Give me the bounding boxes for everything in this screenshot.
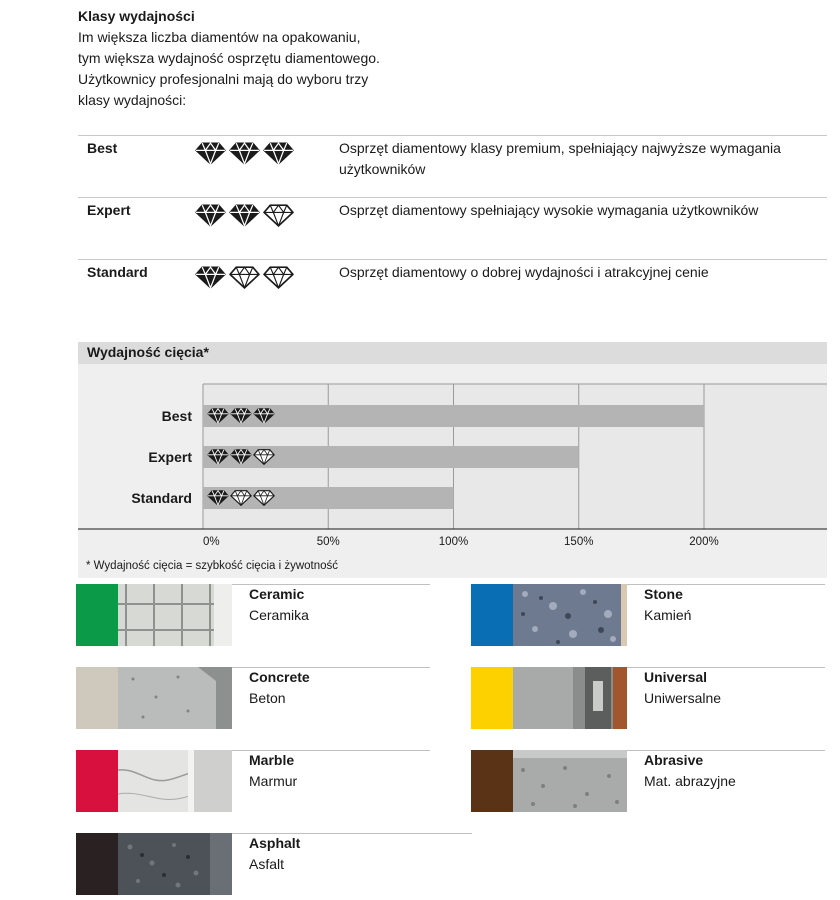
diamond-filled-icon bbox=[229, 204, 260, 227]
diamond-filled-icon bbox=[263, 142, 294, 165]
material-stone bbox=[471, 584, 825, 646]
diamond-filled-icon bbox=[229, 142, 260, 165]
class-description: Osprzęt diamentowy spełniający wysokie wymagania użytkowników bbox=[339, 202, 759, 218]
x-tick-label: 0% bbox=[203, 536, 220, 548]
diamond-outline-icon bbox=[263, 204, 294, 227]
class-description: Osprzęt diamentowy o dobrej wydajności i atrakcyjnej cenie bbox=[339, 264, 709, 280]
material-name-pl: Marmur bbox=[249, 773, 298, 789]
material-ceramic bbox=[76, 584, 430, 646]
category-label: Standard bbox=[131, 490, 192, 506]
material-name-pl: Kamień bbox=[644, 607, 692, 623]
color-swatch bbox=[471, 750, 513, 812]
bar-best bbox=[203, 405, 704, 427]
divider bbox=[76, 750, 430, 751]
divider bbox=[471, 750, 825, 751]
material-name-pl: Ceramika bbox=[249, 607, 309, 623]
color-swatch bbox=[76, 833, 118, 895]
material-name-en: Asphalt bbox=[249, 835, 301, 851]
diamond-filled-icon bbox=[195, 266, 226, 289]
class-row-expert bbox=[78, 197, 827, 259]
concrete-photo bbox=[118, 667, 232, 729]
chart-title: Wydajność cięcia* bbox=[78, 342, 827, 364]
diamond-rating bbox=[195, 266, 294, 289]
material-asphalt bbox=[76, 833, 472, 895]
class-description: Osprzęt diamentowy klasy premium, spełniający najwyższe wymagania użytkowników bbox=[339, 140, 781, 177]
material-concrete bbox=[76, 667, 430, 729]
material-name-pl: Mat. abrazyjne bbox=[644, 773, 736, 789]
material-universal bbox=[471, 667, 825, 729]
diamond-rating bbox=[195, 204, 294, 227]
universal-photo bbox=[513, 667, 627, 729]
chart-footnote: * Wydajność cięcia = szybkość cięcia i żywotność bbox=[86, 560, 339, 572]
color-swatch bbox=[76, 667, 118, 729]
class-name: Expert bbox=[87, 202, 131, 218]
diamond-rating bbox=[195, 142, 294, 165]
material-name-pl: Asfalt bbox=[249, 856, 285, 872]
class-row-best bbox=[78, 135, 827, 197]
stone-photo bbox=[513, 584, 627, 646]
divider bbox=[76, 584, 430, 585]
material-name-pl: Uniwersalne bbox=[644, 690, 722, 706]
section-title: Klasy wydajności bbox=[78, 8, 195, 24]
asphalt-photo bbox=[118, 833, 232, 895]
material-name-en: Abrasive bbox=[644, 752, 704, 768]
abrasive-photo bbox=[513, 750, 627, 812]
color-swatch bbox=[471, 584, 513, 646]
divider bbox=[471, 584, 825, 585]
intro-text: Im większa liczba diamentów na opakowaniu, tym większa wydajność osprzętu diamentowego. Użytkownicy profesjonalni mają do wyboru trzy klasy wydajności: bbox=[78, 29, 380, 108]
color-swatch bbox=[471, 667, 513, 729]
x-tick-label: 50% bbox=[316, 536, 340, 548]
material-name-en: Stone bbox=[644, 586, 683, 602]
material-name-en: Ceramic bbox=[249, 586, 305, 602]
material-name-pl: Beton bbox=[249, 690, 286, 706]
color-swatch bbox=[76, 750, 118, 812]
divider bbox=[76, 833, 472, 834]
category-label: Expert bbox=[148, 449, 192, 465]
diamond-outline-icon bbox=[229, 266, 260, 289]
diamond-filled-icon bbox=[195, 204, 226, 227]
intro-section bbox=[78, 6, 498, 111]
divider bbox=[471, 667, 825, 668]
x-tick-label: 150% bbox=[564, 536, 594, 548]
material-marble bbox=[76, 750, 430, 812]
category-label: Best bbox=[161, 408, 192, 424]
x-tick-label: 100% bbox=[438, 536, 469, 548]
divider bbox=[76, 667, 430, 668]
material-name-en: Marble bbox=[249, 752, 295, 768]
ceramic-tile-photo bbox=[118, 584, 232, 646]
class-name: Best bbox=[87, 140, 118, 156]
material-abrasive bbox=[471, 750, 825, 812]
x-tick-label: 200% bbox=[689, 536, 719, 548]
class-row-standard bbox=[78, 259, 827, 321]
class-name: Standard bbox=[87, 264, 148, 280]
material-name-en: Concrete bbox=[249, 669, 310, 685]
chart-canvas bbox=[78, 364, 827, 558]
diamond-filled-icon bbox=[195, 142, 226, 165]
color-swatch bbox=[76, 584, 118, 646]
material-name-en: Universal bbox=[644, 669, 708, 685]
cutting-performance-chart bbox=[78, 342, 827, 578]
diamond-outline-icon bbox=[263, 266, 294, 289]
marble-photo bbox=[118, 750, 232, 812]
performance-classes-table bbox=[78, 135, 827, 321]
